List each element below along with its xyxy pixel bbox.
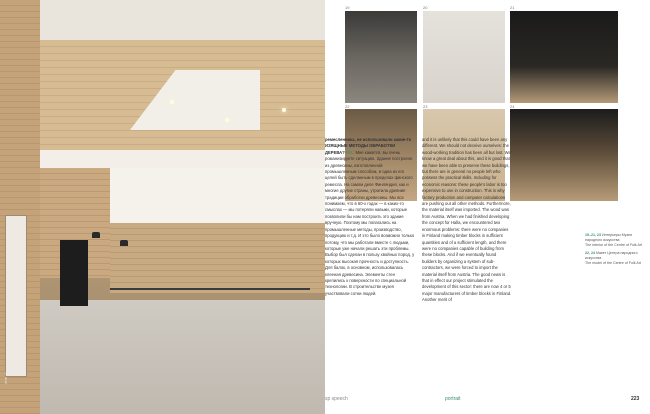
text-column-russian [325,137,415,297]
ceiling [40,0,325,40]
ceiling-light [282,108,286,112]
figure-number: 20 [423,5,428,10]
speaker-tag: P.V.: [345,149,355,155]
figure-number: 21 [510,5,515,10]
caption-ru: Интерьеры Музея народного искусства [585,233,633,242]
column-body: and it is unlikely that this could have been any different. We should not deceive ourselves: the wood-working tradition has been all but lost. We know a great deal about this, and it is good that we have been able to preserve these buildings, but there are in general no people left who possess the practical skills. Including for economic reasons: these people's labor is too expensive to use in construction. This is why factory production and computer calculations are pushing out all other methods. Furthermore, the material itself was imported. The wood was from Austria. When we had finished developing the concept for Halla, we encountered two enormous problems: there were no companies in Finland making timber blocks in sufficient quantities and of a sufficient length, and there were no companies capable of building from these blocks. And if we eventually found builders by organizing a system of sub-contractors, we were forced to import the material itself from Austria. The good news is that in effect our project stimulated the development of this sector: there are now 4 or 5 major manufacturers of timber blocks in Finland. Another merit of [422,137,512,303]
black-wall-panel [60,240,88,306]
figure-captions [585,233,645,266]
column-body: Мне кажется, вы очень романизируете ситуацию. Здание построено из древесины, изготовленной промышленным способом, и одна из его целей быть сделанным в пределах финского ремесла. На самом деле Финляндия, как и многие другие страны, утратила древние традиции обработки древесины. Мы все понимаем, что в 60-х годах — в каких-то смыслах — мы потеряли навыки, которые позволили бы нам построить это здание вручную. Поэтому мы полагались на промышленные методы, производство, продукцию и т.д. И это было возможно только потому, что мы работали вместе с людьми, которые уже начали решать эти проблемы. Выбор был сделан в пользу хвойных пород, у которых высокая прочность и доступность. Для балок, в основном, использовалась клееная древесина. Элементы стен крепились к поверхности по специальной технологии. В строительстве музея участвовали сотни людей. [325,149,415,296]
thumbnail-photo [423,11,505,103]
concrete-floor [0,300,325,414]
footer-section: sp speech [325,396,348,402]
figure-number: 19 [345,5,350,10]
wood-cladding-lower [110,223,325,293]
caption-en: The interior of the Centre of Folk Art [585,243,643,247]
question-lead: ремесленника, не использовали какие-то ИЗЯЩНЫЕ МЕТОДЫ ОБРАБОТКИ ДЕРЕВА? [325,137,412,155]
caption-item [585,233,645,248]
page-number: 223 [631,396,640,402]
thumbnail-photo [345,11,417,103]
figure-number: 22 [345,104,350,109]
photo-credit: © photo [4,372,8,385]
door [5,215,27,377]
article-page [325,0,650,414]
balcony-slab [40,150,325,168]
thumbnail-model [510,11,618,103]
caption-number: 19–21, 23 [585,233,601,237]
glass-railing [110,288,310,316]
text-column-english [422,137,512,304]
thumbnail-model [510,109,618,201]
balcony-parapet [110,168,325,223]
ceiling-light [225,118,229,122]
caption-ru: Макет Центра народного искусства [585,251,638,260]
ceiling-light [170,100,174,104]
figure-number: 23 [423,104,428,109]
wall-lamp [92,232,100,238]
caption-number: 22, 24 [585,251,595,255]
caption-item [585,251,645,266]
footer-rubric: portrait [445,396,461,402]
figure-number: 24 [510,104,515,109]
caption-en: The model of the Centre of Folk Art [585,261,641,265]
wall-lamp [120,240,128,246]
